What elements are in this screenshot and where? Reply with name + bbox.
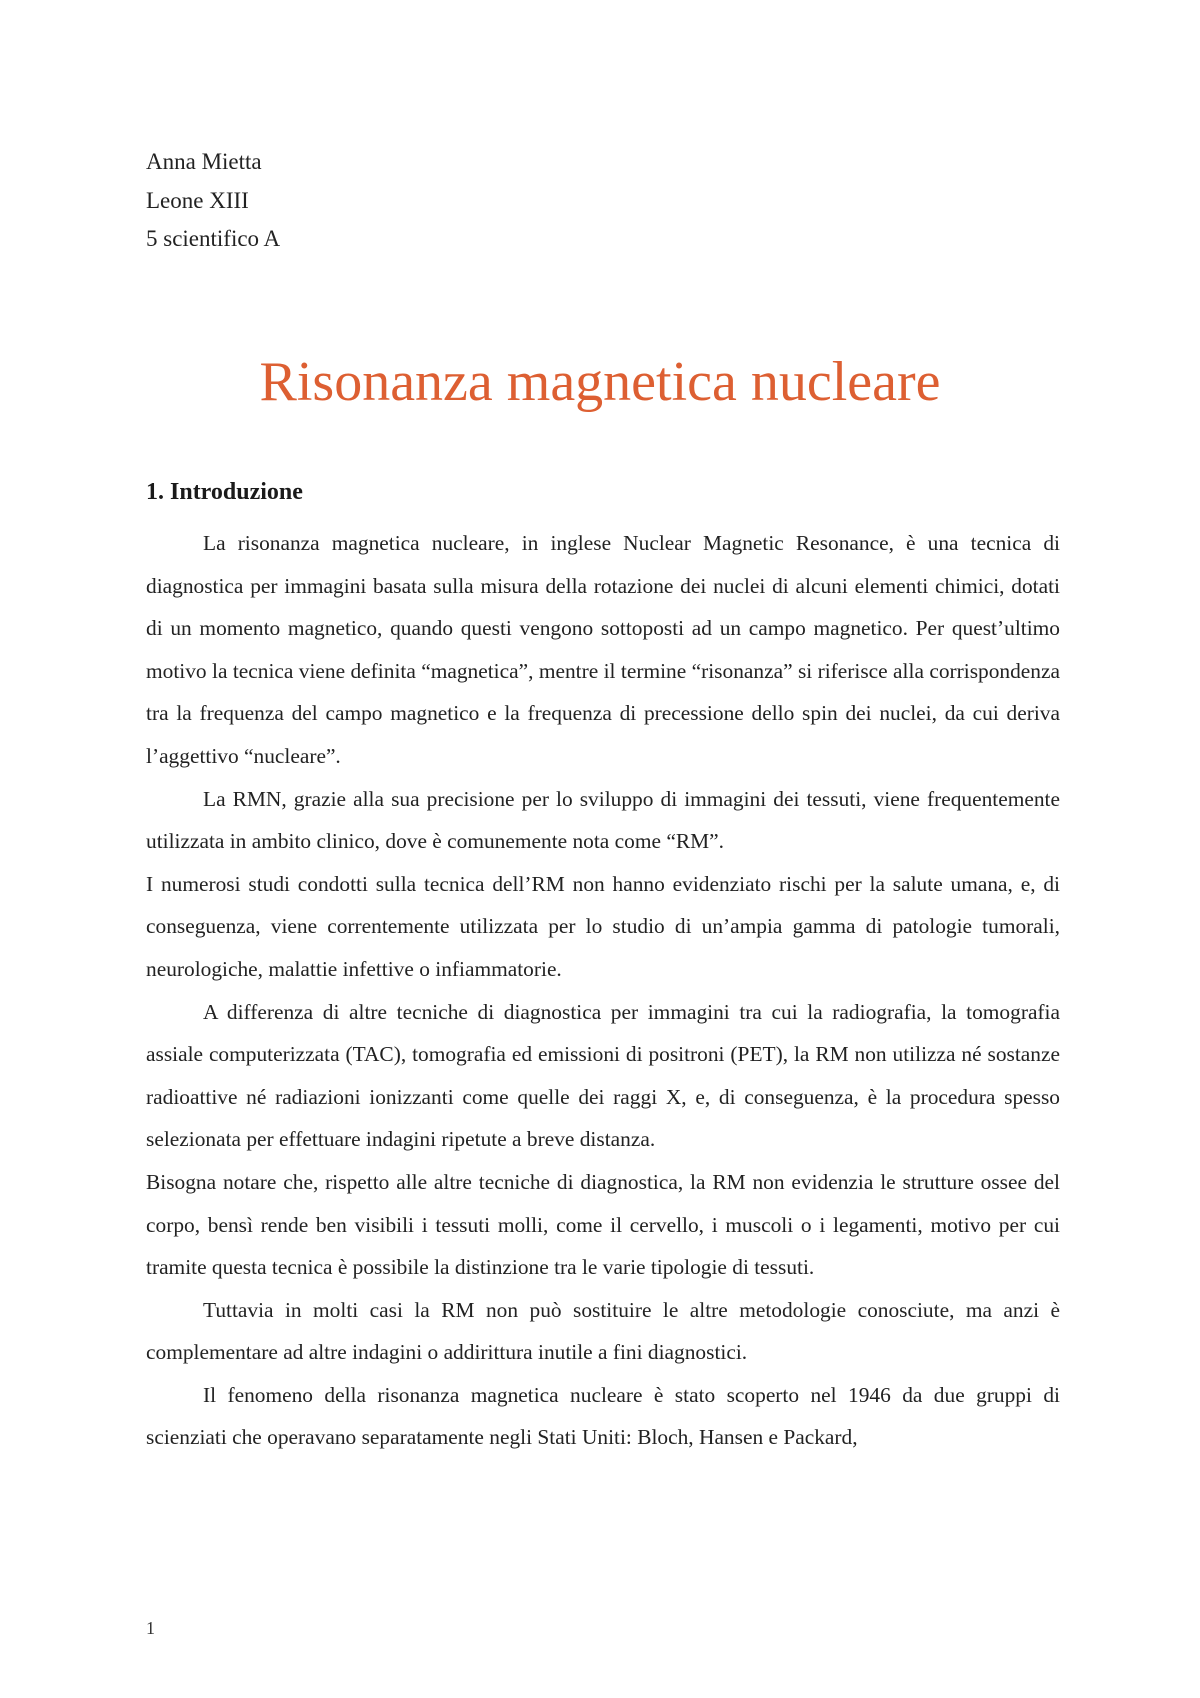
paragraph: A differenza di altre tecniche di diagnostica per immagini tra cui la radiografia, la tomografia assiale computerizzata (TAC), tomografia ed emissioni di positroni (PET), la RM non utilizza né sostanze radioattive né radiazioni ionizzanti come quelle dei raggi X, e, di conseguenza, è la procedura spesso selezionata per effettuare indagini ripetute a breve distanza. [146,999,1060,1152]
page-number: 1 [146,1618,155,1638]
author-class: 5 scientifico A [146,226,281,251]
paragraph: Bisogna notare che, rispetto alle altre tecniche di diagnostica, la RM non evidenzia le strutture ossee del corpo, bensì rende ben visibili i tessuti molli, come il cervello, i muscoli o i legamenti, motivo per cui tramite questa tecnica è possibile la distinzione tra le varie tipologie di tessuti. [146,1169,1060,1280]
document-title: Risonanza magnetica nucleare [259,351,941,413]
section-body [146,522,1060,1459]
paragraph: Tuttavia in molti casi la RM non può sostituire le altre metodologie conosciute, ma anzi è complementare ad altre indagini o addirittura inutile a fini diagnostici. [146,1297,1060,1365]
paragraph: Il fenomeno della risonanza magnetica nucleare è stato scoperto nel 1946 da due gruppi di scienziati che operavano separatamente negli Stati Uniti: Bloch, Hansen e Packard, [146,1382,1060,1450]
paragraph: La risonanza magnetica nucleare, in inglese Nuclear Magnetic Resonance, è una tecnica di diagnostica per immagini basata sulla misura della rotazione dei nuclei di alcuni elementi chimici, dotati di un momento magnetico, quando questi vengono sottoposti ad un campo magnetico. Per quest’ultimo motivo la tecnica viene definita “magnetica”, mentre il termine “risonanza” si riferisce alla corrispondenza tra la frequenza del campo magnetico e la frequenza di precessione dello spin dei nuclei, da cui deriva l’aggettivo “nucleare”. [146,531,1060,768]
author-block [146,143,280,259]
paragraph: I numerosi studi condotti sulla tecnica dell’RM non hanno evidenziato rischi per la salute umana, e, di conseguenza, viene correntemente utilizzata per lo studio di un’ampia gamma di patologie tumorali, neurologiche, malattie infettive o infiammatorie. [146,871,1060,981]
paragraph: La RMN, grazie alla sua precisione per lo sviluppo di immagini dei tessuti, viene frequentemente utilizzata in ambito clinico, dove è comunemente nota come “RM”. [146,786,1060,854]
section-heading: 1. Introduzione [146,479,303,505]
author-name: Anna Mietta [146,149,262,174]
author-school: Leone XIII [146,187,249,213]
